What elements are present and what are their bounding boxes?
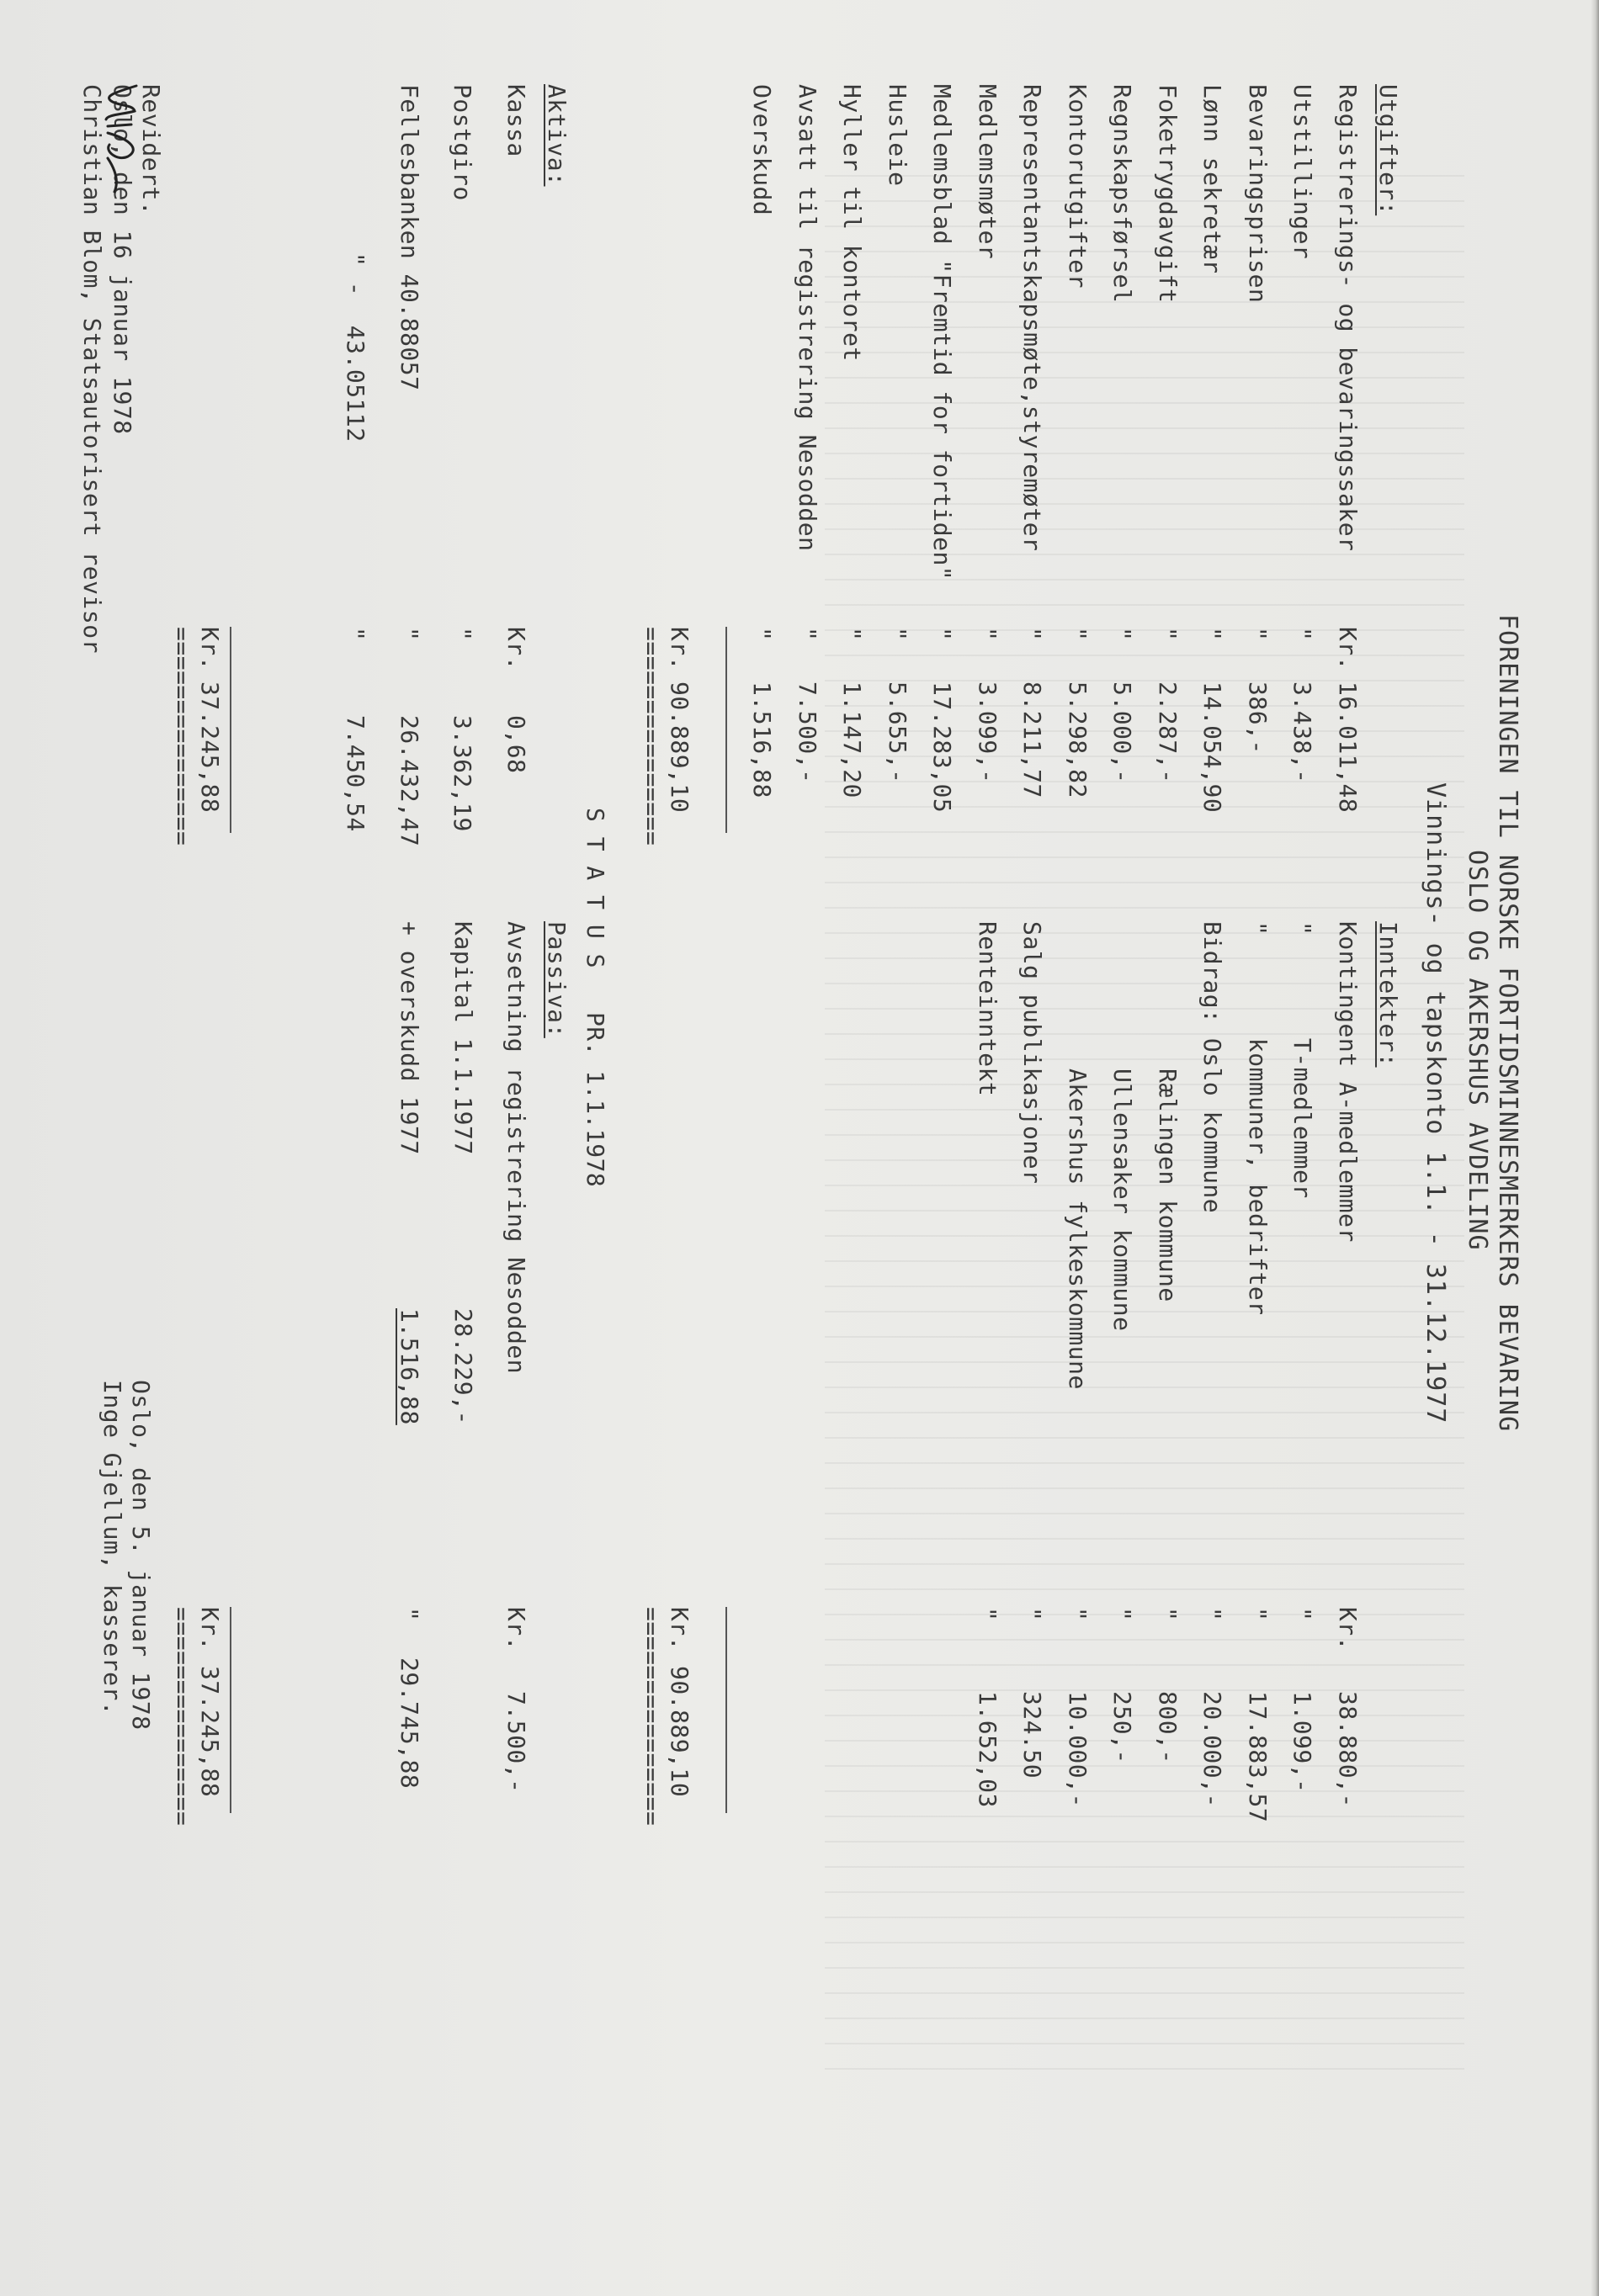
expense-amount: 3.099,-	[974, 681, 1001, 784]
income-label: " kommuner, bedrifter	[1244, 921, 1272, 1316]
expense-amount: 386,-	[1244, 681, 1272, 755]
income-total-rule	[725, 1607, 727, 1813]
expense-currency: "	[1198, 627, 1227, 642]
income-double-rule: ===============	[637, 1607, 665, 1827]
expense-label: Medlemsblad "Fremtid for fortiden"	[928, 84, 957, 581]
income-amount: 1.652,03	[974, 1691, 1001, 1808]
liabilities-double-rule: ===============	[167, 1607, 195, 1827]
expense-label: Foketrygdavgift	[1154, 84, 1182, 304]
assets-total: 37.245,88	[196, 681, 224, 814]
expenses-total: 90.889,10	[666, 681, 693, 814]
income-label: Bidrag: Oslo kommune	[1198, 921, 1227, 1214]
expense-currency: "	[1288, 627, 1317, 642]
asset-currency: Kr.	[502, 627, 530, 671]
liability-capital-label: Kapital 1.1.1977	[449, 921, 477, 1155]
asset-label: Kassa	[502, 84, 530, 157]
income-label: Rælingen kommune	[1154, 1068, 1182, 1302]
income-currency: "	[1154, 1607, 1182, 1622]
income-heading: Inntekter:	[1374, 921, 1402, 1068]
liabilities-total-rule	[230, 1607, 231, 1813]
status-heading: S T A T U S PR. 1.1.1978	[582, 808, 609, 1188]
auditor-revidert: Revidert.	[137, 84, 165, 216]
assets-double-rule: ===============	[167, 627, 195, 846]
expense-amount: 5.000,-	[1108, 681, 1137, 784]
asset-currency: "	[342, 627, 370, 642]
expense-label: Bevaringsprisen	[1244, 84, 1272, 304]
expense-label: Representantskapsmøte,styremøter	[1018, 84, 1047, 552]
liabilities-total: 37.245,88	[196, 1666, 224, 1798]
income-amount: 324.50	[1018, 1691, 1047, 1779]
income-amount: 10.000,-	[1064, 1691, 1092, 1808]
auditor-name: Christian Blom, Statsautorisert revisor	[78, 84, 106, 654]
income-label: Akershus fylkeskommune	[1064, 1068, 1092, 1390]
treasurer-place-date: Oslo, den 5. januar 1978	[127, 1380, 155, 1731]
income-label: Ullensaker kommune	[1108, 1068, 1137, 1332]
asset-amount: 0,68	[502, 715, 530, 774]
expense-currency: "	[1064, 627, 1092, 642]
income-amount: 38.880,-	[1334, 1691, 1362, 1808]
auditor-place-date: Oslo, den 16 januar 1978	[109, 84, 136, 435]
asset-currency: "	[449, 627, 477, 642]
assets-total-currency: Kr.	[196, 627, 224, 671]
liability-reserve-amount: 7.500,-	[502, 1691, 530, 1794]
liability-reserve-currency: Kr.	[502, 1607, 530, 1652]
income-currency: "	[1064, 1607, 1092, 1622]
expense-currency: Kr.	[1334, 627, 1362, 671]
expense-label: Avsatt til registrering Nesodden	[794, 84, 821, 552]
expenses-heading: Utgifter:	[1374, 84, 1402, 216]
liability-sum-currency: "	[396, 1607, 423, 1622]
expense-amount: 14.054,90	[1198, 681, 1227, 814]
expense-amount: 8.211,77	[1018, 681, 1047, 798]
income-currency: "	[1108, 1607, 1137, 1622]
expenses-total-rule	[725, 627, 727, 833]
income-amount: 250,-	[1108, 1691, 1137, 1764]
account-title: Vinnings- og tapskonto 1.1. - 31.12.1977	[1421, 782, 1450, 1424]
asset-currency: "	[396, 627, 423, 642]
income-amount: 20.000,-	[1198, 1691, 1227, 1808]
income-currency: "	[1198, 1607, 1227, 1622]
income-currency: "	[1244, 1607, 1272, 1622]
expense-label: Utstillinger	[1288, 84, 1317, 260]
income-total: 90.889,10	[666, 1666, 693, 1798]
branch-title: OSLO OG AKERSHUS AVDELING	[1463, 850, 1492, 1251]
income-currency: Kr.	[1334, 1607, 1362, 1652]
expense-label: Medlemsmøter	[974, 84, 1001, 260]
asset-amount: 7.450,54	[342, 715, 370, 832]
income-total-currency: Kr.	[666, 1607, 693, 1652]
expense-currency: "	[928, 627, 957, 642]
expense-currency: "	[1108, 627, 1137, 642]
liability-surplus-label: + overskudd 1977	[396, 921, 423, 1155]
asset-label: Fellesbanken 40.88057	[396, 84, 423, 391]
expense-label: Kontorutgifter	[1064, 84, 1092, 289]
expense-amount: 2.287,-	[1154, 681, 1182, 784]
expense-amount: 7.500,-	[794, 681, 821, 784]
expense-amount: 1.147,20	[838, 681, 867, 798]
income-label: Renteinntekt	[974, 921, 1001, 1097]
expense-label: Overskudd	[748, 84, 777, 216]
liability-capital-amount: 28.229,-	[449, 1308, 477, 1425]
expense-amount: 17.283,05	[928, 681, 957, 814]
income-label: Salg publikasjoner	[1018, 921, 1047, 1185]
income-label: " T-medlemmer	[1288, 921, 1317, 1199]
expense-amount: 16.011,48	[1334, 681, 1362, 814]
income-currency: "	[974, 1607, 1001, 1622]
asset-amount: 3.362,19	[449, 715, 477, 832]
expense-currency: "	[1244, 627, 1272, 642]
expense-amount: 5.298,82	[1064, 681, 1092, 798]
liability-sum-amount: 29.745,88	[396, 1657, 423, 1790]
expenses-total-currency: Kr.	[666, 627, 693, 671]
expense-currency: "	[1154, 627, 1182, 642]
expense-label: Regnskapsførsel	[1108, 84, 1137, 304]
expense-currency: "	[884, 627, 911, 642]
liabilities-total-currency: Kr.	[196, 1607, 224, 1652]
asset-label: " - 43.05112	[342, 252, 370, 443]
income-currency: "	[1018, 1607, 1047, 1622]
expense-currency: "	[748, 627, 777, 642]
expenses-double-rule: ===============	[637, 627, 665, 846]
expense-currency: "	[838, 627, 867, 642]
expense-currency: "	[794, 627, 821, 642]
expense-label: Lønn sekretær	[1198, 84, 1227, 274]
expense-label: Husleie	[884, 84, 911, 187]
assets-heading: Aktiva:	[543, 84, 571, 187]
expense-currency: "	[1018, 627, 1047, 642]
expense-amount: 1.516,88	[748, 681, 777, 798]
asset-amount: 26.432,47	[396, 715, 423, 847]
liabilities-heading: Passiva:	[543, 921, 571, 1038]
income-label: Kontingent A-medlemmer	[1334, 921, 1362, 1243]
asset-label: Postgiro	[449, 84, 477, 201]
assets-total-rule	[230, 627, 231, 833]
income-amount: 800,-	[1154, 1691, 1182, 1764]
income-amount: 1.099,-	[1288, 1691, 1317, 1794]
liability-reserve-label: Avsetning registrering Nesodden	[502, 921, 530, 1375]
liability-surplus-amount: 1.516,88	[396, 1308, 423, 1425]
income-amount: 17.883,57	[1244, 1691, 1272, 1823]
expense-currency: "	[974, 627, 1001, 642]
org-title: FORENINGEN TIL NORSKE FORTIDSMINNESMERKERS BEVARING	[1493, 614, 1522, 1433]
expense-label: Registrerings- og bevaringssaker	[1334, 84, 1362, 552]
treasurer-name: Inge Gjellum, kasserer.	[98, 1380, 126, 1716]
expense-amount: 5.655,-	[884, 681, 911, 784]
expense-amount: 3.438,-	[1288, 681, 1317, 784]
expense-label: Hyller til kontoret	[838, 84, 867, 362]
income-currency: "	[1288, 1607, 1317, 1622]
